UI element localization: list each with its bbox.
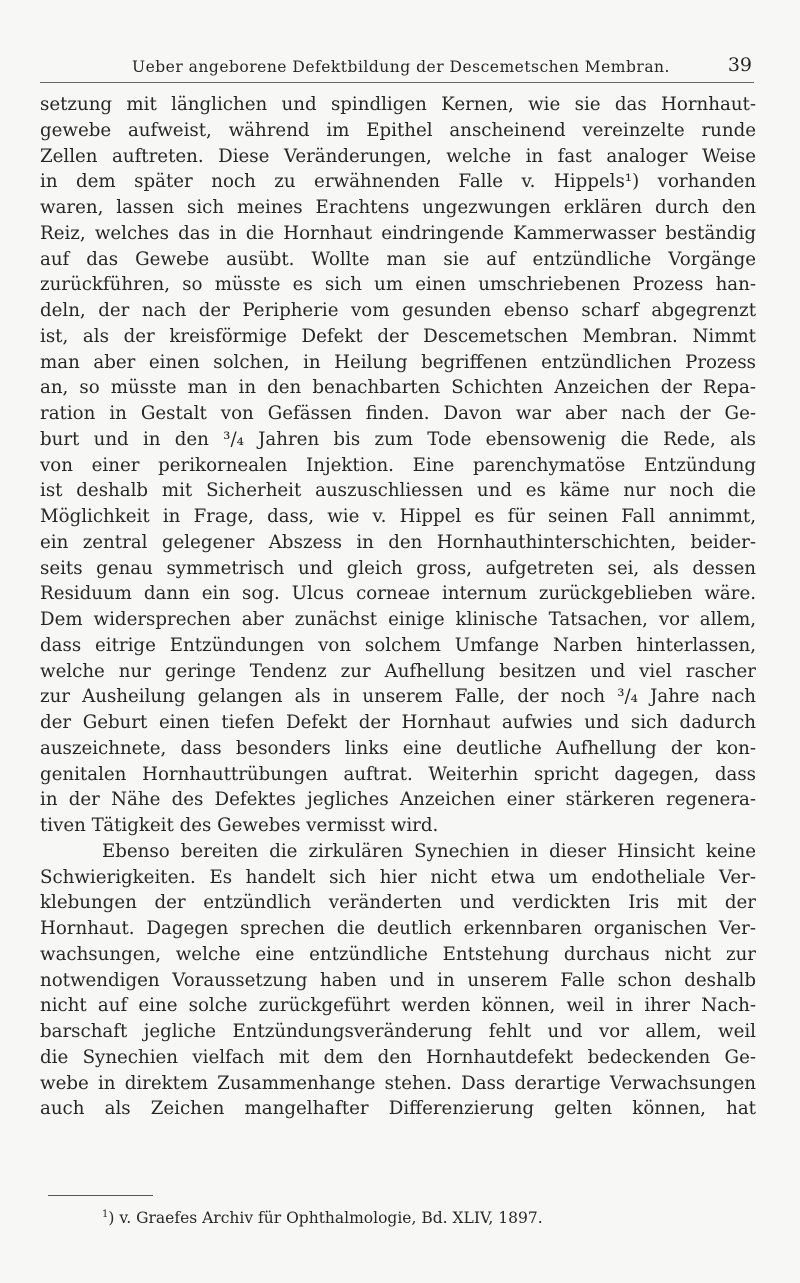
text-line: ist, als der kreisförmige Defekt der Descemetschen Membran. Nimmt (40, 325, 756, 347)
text-line: nicht auf eine solche zurückgeführt werden können, weil in ihrer Nach- (40, 995, 756, 1017)
text-line: klebungen der entzündlich veränderten und verdickten Iris mit der (40, 892, 756, 914)
text-line: zur Ausheilung gelangen als in unserem Falle, der noch ³/₄ Jahre nach (40, 686, 756, 708)
running-head (40, 54, 754, 83)
text-line: Residuum dann ein sog. Ulcus corneae internum zurückgeblieben wäre. (40, 583, 756, 605)
text-line: zurückführen, so müsste es sich um einen umschriebenen Prozess han- (40, 274, 756, 296)
text-line: in dem später noch zu erwähnenden Falle v. Hippels¹) vorhanden (40, 171, 756, 193)
text-line: der Geburt einen tiefen Defekt der Hornhaut aufwies und sich dadurch (40, 712, 756, 733)
text-line: barschaft jegliche Entzündungsveränderung fehlt und vor allem, weil (40, 1021, 756, 1042)
page-number: 39 (727, 54, 752, 76)
text-line: Schwierigkeiten. Es handelt sich hier nicht etwa um endotheliale Ver- (40, 866, 756, 888)
footnote-text: ) v. Graefes Archiv für Ophthalmologie, Bd. XLIV, 1897. (108, 1209, 543, 1228)
text-line: setzung mit länglichen und spindligen Kernen, wie sie das Hornhaut- (40, 94, 756, 115)
paragraph-start-line: Ebenso bereiten die zirkulären Synechien in dieser Hinsicht keine (102, 840, 756, 862)
text-line: auf das Gewebe ausübt. Wollte man sie auf entzündliche Vorgänge (40, 248, 756, 270)
text-line: in der Nähe des Defektes jegliches Anzeichen einer stärkeren regenera- (40, 789, 756, 811)
text-line: von einer perikornealen Injektion. Eine parenchymatöse Entzündung (40, 454, 756, 476)
text-line: Hornhaut. Dagegen sprechen die deutlich erkennbaren organischen Ver- (40, 918, 756, 939)
text-line: notwendigen Voraussetzung haben und in unserem Falle schon deshalb (40, 969, 756, 991)
text-line: webe in direktem Zusammenhange stehen. Dass derartige Verwachsungen (40, 1072, 756, 1094)
footnote (102, 1209, 543, 1227)
text-line: Möglichkeit in Frage, dass, wie v. Hippel es für seinen Fall annimmt, (40, 506, 756, 527)
text-line: ration in Gestalt von Gefässen finden. Davon war aber nach der Ge- (40, 403, 756, 424)
text-line: man aber einen solchen, in Heilung begriffenen entzündlichen Prozess (40, 351, 756, 373)
paragraph-end-line: tiven Tätigkeit des Gewebes vermisst wird. (40, 815, 439, 836)
text-line: Zellen auftreten. Diese Veränderungen, welche in fast analoger Weise (40, 145, 756, 167)
text-line: Dem widersprechen aber zunächst einige klinische Tatsachen, vor allem, (40, 609, 756, 630)
text-line: die Synechien vielfach mit dem den Hornhautdefekt bedeckenden Ge- (40, 1046, 756, 1068)
text-line: wachsungen, welche eine entzündliche Entstehung durchaus nicht zur (40, 943, 756, 965)
text-line: auch als Zeichen mangelhafter Differenzierung gelten können, hat (40, 1098, 756, 1120)
footnote-divider (48, 1195, 153, 1196)
text-line: deln, der nach der Peripherie vom gesunden ebenso scharf abgegrenzt (40, 300, 756, 321)
footnote-marker: 1 (102, 1209, 109, 1220)
running-title: Ueber angeborene Defektbildung der Descemetschen Membran. (132, 58, 670, 76)
text-line: ein zentral gelegener Abszess in den Hornhauthinterschichten, beider- (40, 531, 756, 553)
text-line: gewebe aufweist, während im Epithel anscheinend vereinzelte runde (40, 119, 756, 141)
text-line: seits genau symmetrisch und gleich gross, aufgetreten sei, als dessen (40, 557, 756, 579)
text-line: auszeichnete, dass besonders links eine deutliche Aufhellung der kon- (40, 737, 756, 759)
text-line: dass eitrige Entzündungen von solchem Umfange Narben hinterlassen, (40, 634, 756, 656)
text-line: welche nur geringe Tendenz zur Aufhellung besitzen und viel rascher (40, 660, 756, 682)
text-line: genitalen Hornhauttrübungen auftrat. Weiterhin spricht dagegen, dass (40, 763, 756, 785)
text-line: Reiz, welches das in die Hornhaut eindringende Kammerwasser beständig (40, 222, 756, 244)
text-line: an, so müsste man in den benachbarten Schichten Anzeichen der Repa- (40, 377, 756, 399)
body-text (40, 92, 756, 1122)
text-line: ist deshalb mit Sicherheit auszuschliessen und es käme nur noch die (40, 480, 756, 502)
text-line: waren, lassen sich meines Erachtens ungezwungen erklären durch den (40, 197, 756, 218)
text-line: burt und in den ³/₄ Jahren bis zum Tode ebensowenig die Rede, als (40, 428, 756, 450)
